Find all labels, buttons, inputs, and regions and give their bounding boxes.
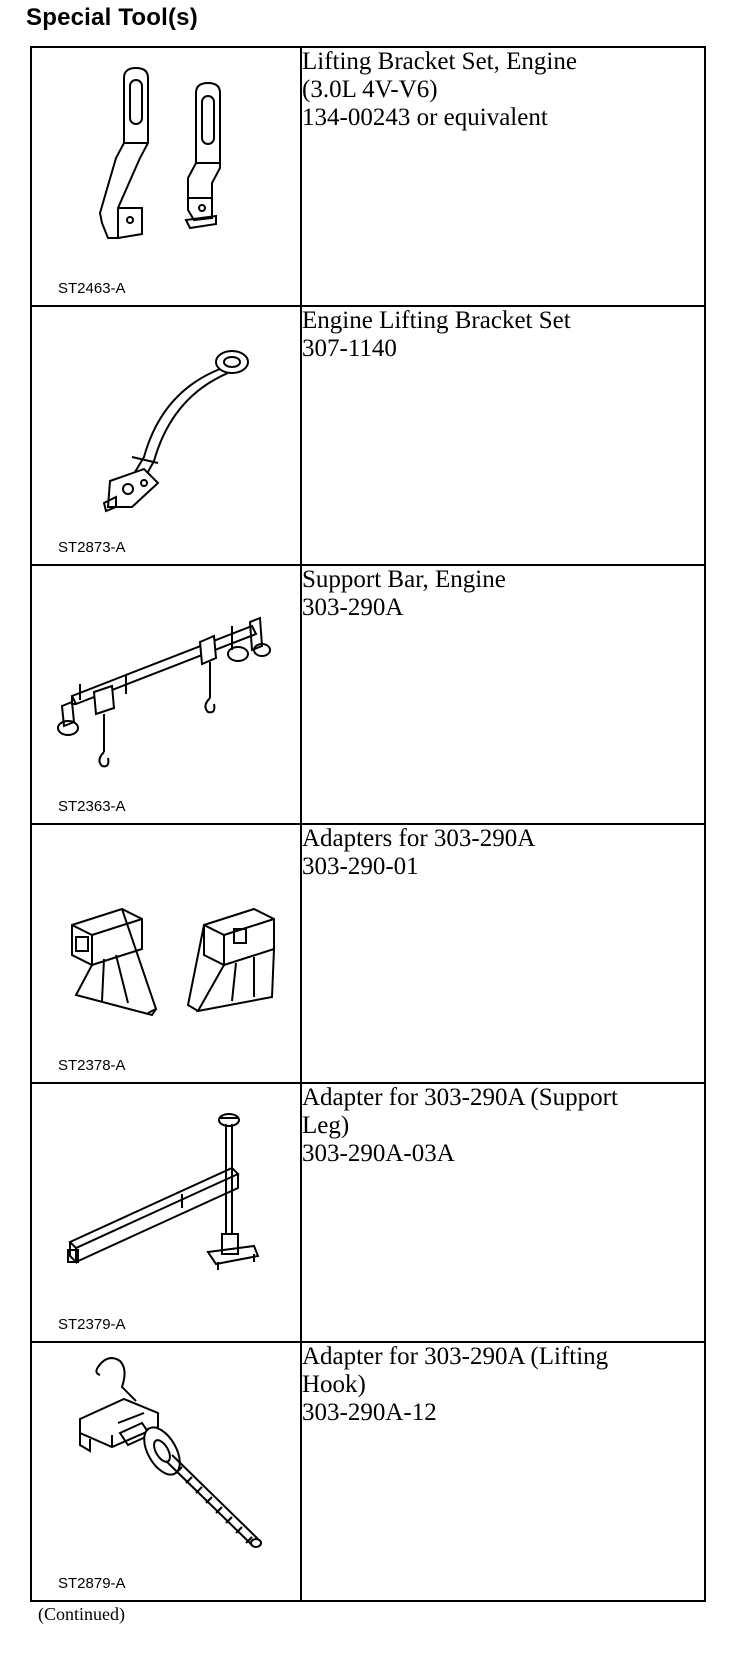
lifting-bracket-rod-icon [32,307,300,547]
tool-row [31,824,705,1083]
adapter-pair-icon [32,825,300,1065]
tool-description-cell [301,1342,705,1601]
tool-name-continued: Hook) [302,1371,366,1398]
lifting-hook-adapter-icon [32,1343,300,1583]
tool-image-cell [31,1342,301,1601]
tool-number: 303-290A [302,594,404,621]
tool-number: 307-1140 [302,335,397,362]
tool-code: ST2379-A [58,1316,126,1333]
tool-number: 303-290A-12 [302,1399,437,1426]
tool-name-continued: Leg) [302,1112,350,1139]
tool-code: ST2879-A [58,1575,126,1592]
lifting-bracket-pair-icon [32,48,300,305]
tool-number: 134-00243 or equivalent [302,104,548,131]
tool-description-cell [301,1083,705,1342]
tool-image-cell [31,306,301,565]
tool-name: Support Bar, Engine [302,566,506,593]
tool-image-cell [31,1083,301,1342]
tool-description-cell [301,47,705,306]
tool-row [31,565,705,824]
tool-row [31,1083,705,1342]
tool-name: Adapters for 303-290A [302,825,536,852]
tool-name: Adapter for 303-290A (Lifting [302,1343,609,1370]
tool-image-cell [31,824,301,1083]
special-tools-table [30,46,706,1602]
tool-code: ST2363-A [58,798,126,815]
tool-description-cell [301,824,705,1083]
continued-note: (Continued) [38,1604,125,1624]
tool-description-cell [301,565,705,824]
tool-number: 303-290A-03A [302,1140,455,1167]
tool-name: Adapter for 303-290A (Support [302,1084,618,1111]
tool-row [31,306,705,565]
tool-description-cell [301,306,705,565]
tool-row [31,1342,705,1601]
support-leg-adapter-icon [32,1084,300,1324]
tool-image-cell [31,565,301,824]
tool-number: 303-290-01 [302,853,419,880]
tool-row [31,47,705,306]
tool-code: ST2873-A [58,539,126,556]
tool-code: ST2378-A [58,1057,126,1074]
tool-spec: (3.0L 4V-V6) [302,76,438,103]
tool-code: ST2463-A [58,280,126,297]
tool-name: Lifting Bracket Set, Engine [302,48,577,75]
tool-image-cell [31,47,301,306]
engine-support-bar-icon [32,566,300,806]
section-heading: Special Tool(s) [26,4,198,31]
tool-name: Engine Lifting Bracket Set [302,307,571,334]
